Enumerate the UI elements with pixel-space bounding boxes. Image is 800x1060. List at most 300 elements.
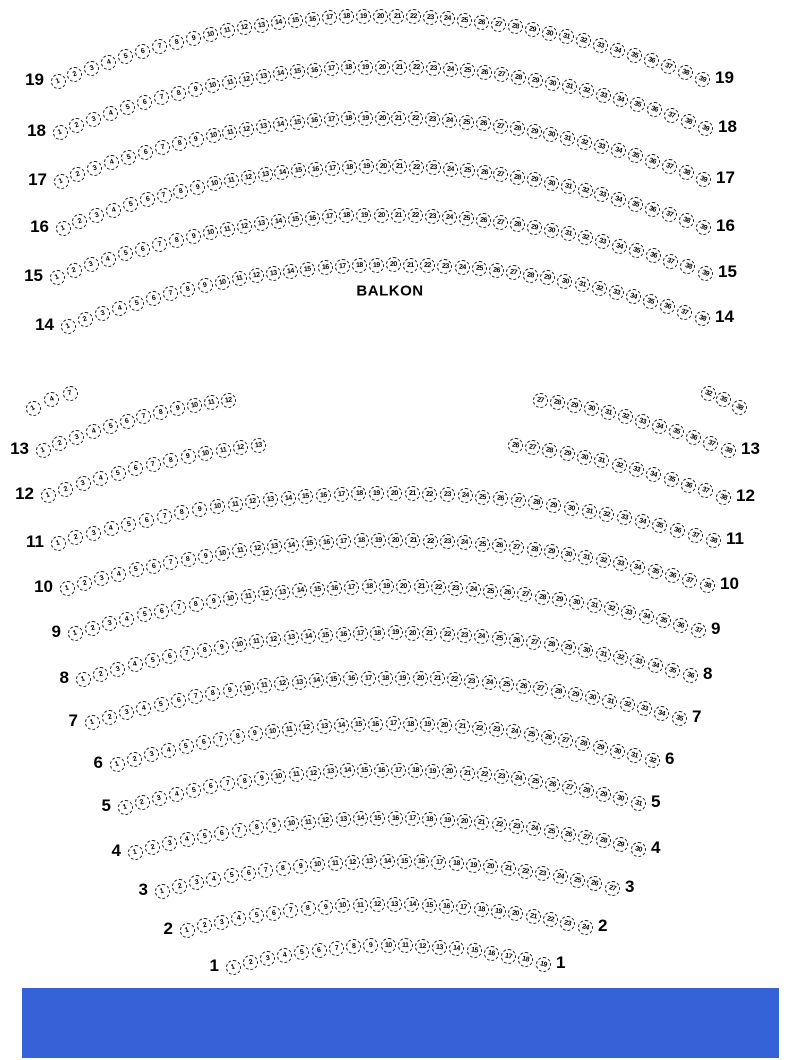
seat-15-33[interactable] <box>595 234 610 249</box>
seat-12-32[interactable] <box>612 458 627 473</box>
seat-4-25[interactable] <box>544 824 559 839</box>
seat-14-4[interactable] <box>112 301 127 316</box>
seat-13-34[interactable] <box>652 419 667 434</box>
seat-16-31[interactable] <box>561 179 576 194</box>
seat-9-19[interactable] <box>379 579 394 594</box>
seat-11-5[interactable] <box>121 517 136 532</box>
seat-11-22[interactable] <box>422 487 437 502</box>
seat-15-37[interactable] <box>663 254 678 269</box>
seat-6-31[interactable] <box>627 748 642 763</box>
seat-19-14[interactable] <box>271 15 286 30</box>
seat-10-20[interactable] <box>388 533 403 548</box>
seat-12-38[interactable] <box>716 490 731 505</box>
seat-6-25[interactable] <box>524 727 539 742</box>
seat-9-32[interactable] <box>604 601 619 616</box>
seat-8-12[interactable] <box>266 632 281 647</box>
seat-11-2[interactable] <box>68 530 83 545</box>
seat-16-21[interactable] <box>392 159 407 174</box>
seat-4-6[interactable] <box>214 826 229 841</box>
seat-4-8[interactable] <box>249 820 264 835</box>
seat-9-28[interactable] <box>535 590 550 605</box>
seat-15-8[interactable] <box>169 233 184 248</box>
seat-9-23[interactable] <box>448 581 463 596</box>
seat-18-34[interactable] <box>613 92 628 107</box>
seat-7-21[interactable] <box>430 671 445 686</box>
seat-14-6[interactable] <box>146 291 161 306</box>
seat-2-12[interactable] <box>370 897 385 912</box>
seat-5-4[interactable] <box>169 787 184 802</box>
seat-18-24[interactable] <box>443 62 458 77</box>
seat-15-15[interactable] <box>288 212 303 227</box>
seat-19-17[interactable] <box>322 10 337 25</box>
seat-17-39[interactable] <box>696 172 711 187</box>
seat-11-25[interactable] <box>475 490 490 505</box>
seat-7-7[interactable] <box>188 689 203 704</box>
seat-18-30[interactable] <box>545 76 560 91</box>
seat-6-14[interactable] <box>334 718 349 733</box>
seat-19-28[interactable] <box>508 19 523 34</box>
seat-16-34[interactable] <box>611 192 626 207</box>
seat-18-20[interactable] <box>375 60 390 75</box>
seat-11-8[interactable] <box>174 505 189 520</box>
seat-14-26[interactable] <box>489 263 504 278</box>
seat-19-25[interactable] <box>457 13 472 28</box>
seat-9-11[interactable] <box>241 589 256 604</box>
seat-17-9[interactable] <box>189 132 204 147</box>
seat-5-11[interactable] <box>289 767 304 782</box>
seat-19-30[interactable] <box>542 26 557 41</box>
seat-5-16[interactable] <box>374 763 389 778</box>
seat-3-12[interactable] <box>345 855 360 870</box>
seat-16-4[interactable] <box>106 203 121 218</box>
seat-10-17[interactable] <box>336 534 351 549</box>
seat-12-36[interactable] <box>681 478 696 493</box>
seat-1-15[interactable] <box>467 943 482 958</box>
seat-9-5[interactable] <box>137 607 152 622</box>
seat-15-28[interactable] <box>510 217 525 232</box>
seat-11-18[interactable] <box>351 486 366 501</box>
seat-6-12[interactable] <box>299 720 314 735</box>
seat-14-7[interactable] <box>163 286 178 301</box>
seat-15-32[interactable] <box>578 230 593 245</box>
seat-14-33[interactable] <box>609 285 624 300</box>
seat-5-31[interactable] <box>631 796 646 811</box>
seat-10-4[interactable] <box>111 567 126 582</box>
seat-6-5[interactable] <box>179 739 194 754</box>
seat-16-19[interactable] <box>359 159 374 174</box>
seat-box-4[interactable] <box>44 392 59 407</box>
seat-11-37[interactable] <box>688 528 703 543</box>
seat-19-12[interactable] <box>237 20 252 35</box>
seat-6-10[interactable] <box>265 724 280 739</box>
seat-19-34[interactable] <box>610 43 625 58</box>
seat-8-16[interactable] <box>336 627 351 642</box>
seat-17-33[interactable] <box>594 139 609 154</box>
seat-12-8[interactable] <box>163 453 178 468</box>
seat-15-24[interactable] <box>442 210 457 225</box>
seat-15-4[interactable] <box>101 252 116 267</box>
seat-19-31[interactable] <box>559 29 574 44</box>
seat-12-33[interactable] <box>629 462 644 477</box>
seat-10-15[interactable] <box>302 536 317 551</box>
seat-18-29[interactable] <box>528 73 543 88</box>
seat-2-24[interactable] <box>578 920 593 935</box>
seat-5-8[interactable] <box>237 774 252 789</box>
seat-10-8[interactable] <box>181 552 196 567</box>
seat-17-24[interactable] <box>442 113 457 128</box>
seat-7-11[interactable] <box>257 678 272 693</box>
seat-9-6[interactable] <box>154 604 169 619</box>
seat-15-10[interactable] <box>203 225 218 240</box>
seat-11-27[interactable] <box>511 493 526 508</box>
seat-3-27[interactable] <box>605 881 620 896</box>
seat-9-22[interactable] <box>431 580 446 595</box>
seat-16-22[interactable] <box>409 160 424 175</box>
seat-15-26[interactable] <box>476 213 491 228</box>
seat-10-2[interactable] <box>77 576 92 591</box>
seat-19-24[interactable] <box>440 11 455 26</box>
seat-8-20[interactable] <box>405 626 420 641</box>
seat-16-16[interactable] <box>308 162 323 177</box>
seat-8-10[interactable] <box>232 637 247 652</box>
seat-12-7[interactable] <box>146 457 161 472</box>
seat-18-39[interactable] <box>698 121 713 136</box>
seat-17-26[interactable] <box>476 116 491 131</box>
seat-14-17[interactable] <box>335 259 350 274</box>
seat-3-21[interactable] <box>501 861 516 876</box>
seat-5-24[interactable] <box>511 771 526 786</box>
seat-16-30[interactable] <box>544 176 559 191</box>
seat-10-3[interactable] <box>94 571 109 586</box>
seat-10-22[interactable] <box>423 534 438 549</box>
seat-10-29[interactable] <box>544 544 559 559</box>
seat-18-18[interactable] <box>341 60 356 75</box>
seat-19-36[interactable] <box>644 53 659 68</box>
seat-2-1[interactable] <box>180 923 195 938</box>
seat-2-7[interactable] <box>283 903 298 918</box>
seat-15-18[interactable] <box>339 208 354 223</box>
seat-18-17[interactable] <box>324 61 339 76</box>
seat-6-21[interactable] <box>455 719 470 734</box>
seat-16-33[interactable] <box>594 187 609 202</box>
seat-15-7[interactable] <box>152 237 167 252</box>
seat-8-18[interactable] <box>370 626 385 641</box>
seat-3-7[interactable] <box>258 863 273 878</box>
seat-16-6[interactable] <box>140 192 155 207</box>
seat-14-29[interactable] <box>540 270 555 285</box>
seat-5-26[interactable] <box>545 777 560 792</box>
seat-9-25[interactable] <box>483 584 498 599</box>
seat-5-6[interactable] <box>203 779 218 794</box>
seat-19-11[interactable] <box>220 23 235 38</box>
seat-2-17[interactable] <box>456 900 471 915</box>
seat-4-21[interactable] <box>474 815 489 830</box>
seat-box-7[interactable] <box>63 386 78 401</box>
seat-18-8[interactable] <box>171 86 186 101</box>
seat-16-24[interactable] <box>443 162 458 177</box>
seat-4-9[interactable] <box>266 818 281 833</box>
seat-18-25[interactable] <box>460 63 475 78</box>
seat-12-10[interactable] <box>198 446 213 461</box>
seat-3-19[interactable] <box>466 858 481 873</box>
seat-1-19[interactable] <box>536 957 551 972</box>
seat-14-10[interactable] <box>215 275 230 290</box>
seat-12-28[interactable] <box>542 443 557 458</box>
seat-8-13[interactable] <box>284 630 299 645</box>
seat-6-4[interactable] <box>161 743 176 758</box>
seat-19-9[interactable] <box>186 31 201 46</box>
seat-7-32[interactable] <box>620 697 635 712</box>
seat-15-25[interactable] <box>459 211 474 226</box>
seat-10-28[interactable] <box>527 542 542 557</box>
seat-6-3[interactable] <box>144 747 159 762</box>
seat-2-2[interactable] <box>197 918 212 933</box>
seat-15-21[interactable] <box>391 208 406 223</box>
seat-14-9[interactable] <box>198 278 213 293</box>
seat-11-9[interactable] <box>192 502 207 517</box>
seat-13-1[interactable] <box>36 443 51 458</box>
seat-19-8[interactable] <box>169 35 184 50</box>
seat-11-17[interactable] <box>334 487 349 502</box>
seat-6-11[interactable] <box>282 722 297 737</box>
seat-7-4[interactable] <box>136 701 151 716</box>
seat-8-17[interactable] <box>353 626 368 641</box>
seat-2-20[interactable] <box>508 906 523 921</box>
seat-4-3[interactable] <box>162 836 177 851</box>
seat-15-39[interactable] <box>698 266 713 281</box>
seat-7-30[interactable] <box>585 690 600 705</box>
seat-16-23[interactable] <box>426 160 441 175</box>
seat-15-19[interactable] <box>356 208 371 223</box>
seat-10-30[interactable] <box>561 547 576 562</box>
seat-4-27[interactable] <box>578 830 593 845</box>
seat-16-17[interactable] <box>325 161 340 176</box>
seat-12-9[interactable] <box>181 449 196 464</box>
seat-18-22[interactable] <box>409 60 424 75</box>
seat-11-34[interactable] <box>635 514 650 529</box>
seat-19-26[interactable] <box>474 15 489 30</box>
seat-1-13[interactable] <box>432 940 447 955</box>
seat-15-6[interactable] <box>135 242 150 257</box>
seat-8-22[interactable] <box>440 627 455 642</box>
seat-9-1[interactable] <box>68 626 83 641</box>
seat-8-27[interactable] <box>526 635 541 650</box>
seat-12-6[interactable] <box>128 461 143 476</box>
seat-1-6[interactable] <box>312 943 327 958</box>
seat-6-8[interactable] <box>230 729 245 744</box>
seat-16-3[interactable] <box>89 208 104 223</box>
seat-17-34[interactable] <box>611 143 626 158</box>
seat-6-18[interactable] <box>403 717 418 732</box>
seat-18-9[interactable] <box>188 82 203 97</box>
seat-16-28[interactable] <box>510 170 525 185</box>
seat-8-33[interactable] <box>630 654 645 669</box>
seat-17-16[interactable] <box>307 113 322 128</box>
seat-1-17[interactable] <box>501 949 516 964</box>
seat-4-4[interactable] <box>180 832 195 847</box>
seat-9-15[interactable] <box>310 582 325 597</box>
seat-11-31[interactable] <box>582 504 597 519</box>
seat-12-30[interactable] <box>577 450 592 465</box>
seat-8-3[interactable] <box>110 662 125 677</box>
seat-10-9[interactable] <box>198 549 213 564</box>
seat-6-32[interactable] <box>645 753 660 768</box>
seat-7-18[interactable] <box>378 671 393 686</box>
seat-4-10[interactable] <box>284 816 299 831</box>
seat-14-15[interactable] <box>300 262 315 277</box>
seat-18-15[interactable] <box>290 64 305 79</box>
seat-15-22[interactable] <box>408 208 423 223</box>
seat-11-35[interactable] <box>652 518 667 533</box>
seat-8-5[interactable] <box>145 653 160 668</box>
seat-12-11[interactable] <box>216 443 231 458</box>
seat-7-24[interactable] <box>482 675 497 690</box>
seat-4-18[interactable] <box>422 812 437 827</box>
seat-5-3[interactable] <box>152 791 167 806</box>
seat-19-19[interactable] <box>356 9 371 24</box>
seat-4-22[interactable] <box>492 817 507 832</box>
seat-8-9[interactable] <box>214 640 229 655</box>
seat-4-20[interactable] <box>457 814 472 829</box>
seat-9-8[interactable] <box>189 597 204 612</box>
seat-15-34[interactable] <box>612 239 627 254</box>
seat-19-7[interactable] <box>152 39 167 54</box>
seat-12-27[interactable] <box>525 440 540 455</box>
seat-16-29[interactable] <box>527 172 542 187</box>
seat-18-13[interactable] <box>256 69 271 84</box>
seat-12-34[interactable] <box>646 467 661 482</box>
seat-19-6[interactable] <box>135 44 150 59</box>
seat-7-5[interactable] <box>154 697 169 712</box>
seat-16-35[interactable] <box>628 197 643 212</box>
seat-9-14[interactable] <box>292 583 307 598</box>
seat-4-7[interactable] <box>232 823 247 838</box>
seat-4-2[interactable] <box>145 840 160 855</box>
seat-9-21[interactable] <box>414 579 429 594</box>
seat-7-22[interactable] <box>447 672 462 687</box>
seat-18-2[interactable] <box>69 118 84 133</box>
seat-15-14[interactable] <box>271 214 286 229</box>
seat-18-4[interactable] <box>103 106 118 121</box>
seat-1-14[interactable] <box>449 941 464 956</box>
seat-7-25[interactable] <box>499 677 514 692</box>
seat-6-19[interactable] <box>420 717 435 732</box>
seat-18-5[interactable] <box>120 100 135 115</box>
seat-14-12[interactable] <box>249 268 264 283</box>
seat-7-31[interactable] <box>602 694 617 709</box>
seat-10-5[interactable] <box>129 562 144 577</box>
seat-14-3[interactable] <box>95 306 110 321</box>
seat-17-2[interactable] <box>70 167 85 182</box>
seat-8-24[interactable] <box>474 629 489 644</box>
seat-16-37[interactable] <box>662 207 677 222</box>
seat-19-16[interactable] <box>305 12 320 27</box>
seat-15-36[interactable] <box>646 248 661 263</box>
seat-18-11[interactable] <box>222 75 237 90</box>
seat-5-30[interactable] <box>613 791 628 806</box>
seat-1-11[interactable] <box>398 938 413 953</box>
seat-2-18[interactable] <box>474 902 489 917</box>
seat-17-14[interactable] <box>273 117 288 132</box>
seat-14-22[interactable] <box>420 258 435 273</box>
seat-4-19[interactable] <box>440 813 455 828</box>
seat-7-12[interactable] <box>274 676 289 691</box>
seat-8-19[interactable] <box>388 625 403 640</box>
seat-16-1[interactable] <box>56 221 71 236</box>
seat-17-28[interactable] <box>510 121 525 136</box>
seat-13-2[interactable] <box>52 436 67 451</box>
seat-19-32[interactable] <box>576 33 591 48</box>
seat-5-2[interactable] <box>135 795 150 810</box>
seat-2-9[interactable] <box>318 900 333 915</box>
seat-5-14[interactable] <box>340 763 355 778</box>
seat-16-18[interactable] <box>342 160 357 175</box>
seat-19-13[interactable] <box>254 18 269 33</box>
seat-9-4[interactable] <box>119 612 134 627</box>
seat-11-38[interactable] <box>706 533 721 548</box>
seat-10-25[interactable] <box>475 537 490 552</box>
seat-17-20[interactable] <box>375 111 390 126</box>
seat-17-7[interactable] <box>155 140 170 155</box>
seat-9-26[interactable] <box>500 585 515 600</box>
seat-12-29[interactable] <box>560 446 575 461</box>
seat-1-9[interactable] <box>363 938 378 953</box>
seat-9-12[interactable] <box>258 586 273 601</box>
seat-9-16[interactable] <box>327 581 342 596</box>
seat-14-34[interactable] <box>626 289 641 304</box>
seat-8-26[interactable] <box>509 633 524 648</box>
seat-6-28[interactable] <box>575 736 590 751</box>
seat-10-27[interactable] <box>509 540 524 555</box>
seat-10-24[interactable] <box>457 535 472 550</box>
seat-4-23[interactable] <box>509 819 524 834</box>
seat-13-3[interactable] <box>69 430 84 445</box>
seat-16-25[interactable] <box>460 163 475 178</box>
seat-6-6[interactable] <box>196 735 211 750</box>
seat-9-35[interactable] <box>656 613 671 628</box>
seat-9-31[interactable] <box>587 598 602 613</box>
seat-10-19[interactable] <box>371 533 386 548</box>
seat-9-29[interactable] <box>552 592 567 607</box>
seat-18-12[interactable] <box>239 72 254 87</box>
seat-17-22[interactable] <box>408 111 423 126</box>
seat-14-28[interactable] <box>523 268 538 283</box>
seat-11-7[interactable] <box>157 509 172 524</box>
seat-7-34[interactable] <box>654 706 669 721</box>
seat-17-17[interactable] <box>324 112 339 127</box>
seat-2-8[interactable] <box>301 901 316 916</box>
seat-17-10[interactable] <box>206 128 221 143</box>
seat-6-15[interactable] <box>351 717 366 732</box>
seat-16-9[interactable] <box>190 180 205 195</box>
seat-15-27[interactable] <box>493 215 508 230</box>
seat-6-13[interactable] <box>317 719 332 734</box>
seat-17-19[interactable] <box>358 111 373 126</box>
seat-15-13[interactable] <box>254 216 269 231</box>
seat-13-10[interactable] <box>187 398 202 413</box>
seat-13-9[interactable] <box>170 401 185 416</box>
seat-17-30[interactable] <box>543 127 558 142</box>
seat-3-2[interactable] <box>172 879 187 894</box>
seat-18-31[interactable] <box>562 79 577 94</box>
seat-11-13[interactable] <box>263 492 278 507</box>
seat-2-14[interactable] <box>404 897 419 912</box>
seat-3-25[interactable] <box>570 873 585 888</box>
seat-15-11[interactable] <box>220 222 235 237</box>
seat-14-35[interactable] <box>643 294 658 309</box>
seat-15-16[interactable] <box>305 211 320 226</box>
seat-7-19[interactable] <box>395 671 410 686</box>
